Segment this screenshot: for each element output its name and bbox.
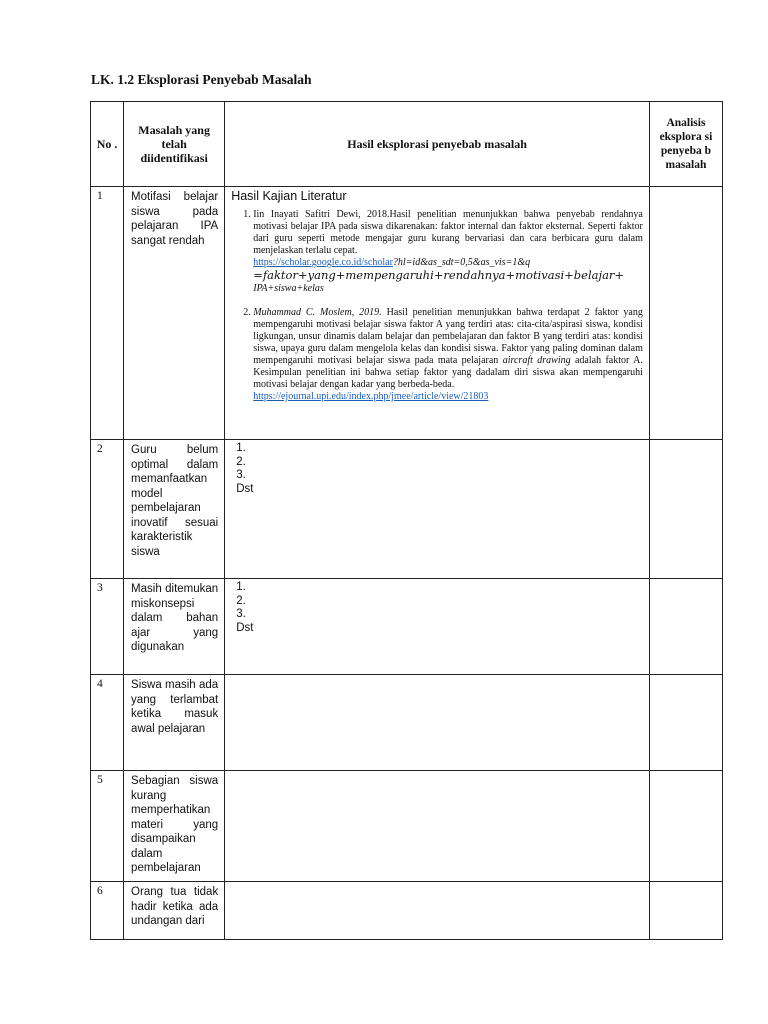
header-analisis: Analisis eksplora si penyeba b masalah xyxy=(649,102,722,187)
scholar-query: ?hl=id&as_sdt=0,5&as_vis=1&q xyxy=(392,257,531,268)
literature-list xyxy=(231,209,643,403)
exploration-cell xyxy=(225,771,650,882)
list-item: Dst xyxy=(236,482,254,495)
literature-item-2 xyxy=(253,307,643,403)
table-row xyxy=(91,771,723,882)
problem-cell: Orang tua tidak hadir ketika ada undangan dari xyxy=(124,882,225,940)
list-item: 2. xyxy=(236,594,246,607)
row-number: 1 xyxy=(91,187,124,440)
row-number: 6 xyxy=(91,882,124,940)
list-item: 2. xyxy=(236,455,246,468)
table-header-row xyxy=(91,102,723,187)
analysis-cell xyxy=(649,187,722,440)
analysis-cell xyxy=(649,771,722,882)
row-number: 4 xyxy=(91,675,124,771)
problem-cell: Guru belum optimal dalam memanfaatkan model pembelajaran inovatif sesuai karakteristik siswa xyxy=(124,440,225,579)
list-item: 3. xyxy=(236,469,246,481)
problem-cell: Siswa masih ada yang terlambat ketika masuk awal pelajaran xyxy=(124,675,225,771)
problem-cell: Masih ditemukan miskonsepsi dalam bahan ajar yang digunakan xyxy=(124,579,225,675)
problem-cell: Motifasi belajar siswa pada pelajaran IPA sangat rendah xyxy=(124,187,225,440)
table-row xyxy=(91,187,723,440)
literature-2-author: Muhammad C. Moslem, 2019. xyxy=(253,307,382,318)
literature-2-text-b: adalah faktor A. Kesimpulan penelitian ini bahwa setiap faktor yang dadalam diri siswa akan mempengaruhi motivasi belajar dengan kadar yang berbeda-beda. xyxy=(253,355,643,390)
problem-cell: Sebagian siswa kurang memperhatikan materi yang disampaikan dalam pembelajaran xyxy=(124,771,225,882)
literature-2-text-a: Hasil penelitian menunjukkan bahwa terdapat 2 faktor yang mempengaruhi motivasi belajar siswa faktor A yang terdiri atas: cita-cita/aspirasi siswa, kondisi ligkungan, unsur dinamis dalam belajar dan pembelajaran dan faktor B yang terdiri atas: kondisi siswa, upaya guru dalam mengelola kelas dan kondisi siswa. Faktor yang paling dominan dalam mempengaruhi motivasi belajar siswa pada mata pelajaran xyxy=(253,307,643,366)
row-number: 2 xyxy=(91,440,124,579)
placeholder-list xyxy=(231,581,643,635)
exploration-cell xyxy=(225,882,650,940)
scholar-query-2: =faktor+yang+mempengaruhi+rendahnya+motivasi+belajar+ xyxy=(253,268,625,282)
list-item: 1. xyxy=(236,581,246,593)
scholar-query-3: IPA+siswa+kelas xyxy=(253,283,324,294)
header-no: No . xyxy=(91,102,124,187)
exploration-cell xyxy=(225,579,650,675)
list-item: Dst xyxy=(236,621,254,634)
ejournal-link[interactable]: https://ejournal.upi.edu/index.php/jmee/article/view/21803 xyxy=(253,391,489,402)
literature-heading: Hasil Kajian Literatur xyxy=(231,189,347,203)
analysis-cell xyxy=(649,882,722,940)
exploration-cell xyxy=(225,440,650,579)
table-row xyxy=(91,675,723,771)
exploration-cell xyxy=(225,675,650,771)
table-row xyxy=(91,440,723,579)
literature-1-text: Iin Inayati Safitri Dewi, 2018.Hasil penelitian menunjukkan bahwa penyebab rendahnya motivasi belajar IPA pada siswa dikarenakan: faktor internal dan faktor eksternal. Seperti faktor dari guru seperti metode mengajar guru kurang bervariasi dan cara berbicara guru dalam menjelaskan terlalu cepat. xyxy=(253,209,643,256)
header-masalah: Masalah yang telah diidentifikasi xyxy=(124,102,225,187)
analysis-cell xyxy=(649,579,722,675)
document-title: LK. 1.2 Eksplorasi Penyebab Masalah xyxy=(91,72,312,87)
placeholder-list xyxy=(231,442,643,496)
analysis-cell xyxy=(649,440,722,579)
analysis-cell xyxy=(649,675,722,771)
literature-2-italic: aircraft drawing xyxy=(502,355,571,366)
list-item: 3. xyxy=(236,608,246,620)
exploration-cell xyxy=(225,187,650,440)
list-item: 1. xyxy=(236,442,246,454)
row-number: 3 xyxy=(91,579,124,675)
problem-exploration-table xyxy=(90,101,723,940)
table-row xyxy=(91,882,723,940)
header-hasil: Hasil eksplorasi penyebab masalah xyxy=(225,102,650,187)
row-number: 5 xyxy=(91,771,124,882)
table-row xyxy=(91,579,723,675)
scholar-link[interactable]: https://scholar.google.co.id/scholar xyxy=(253,257,393,268)
literature-item-1 xyxy=(253,209,643,295)
